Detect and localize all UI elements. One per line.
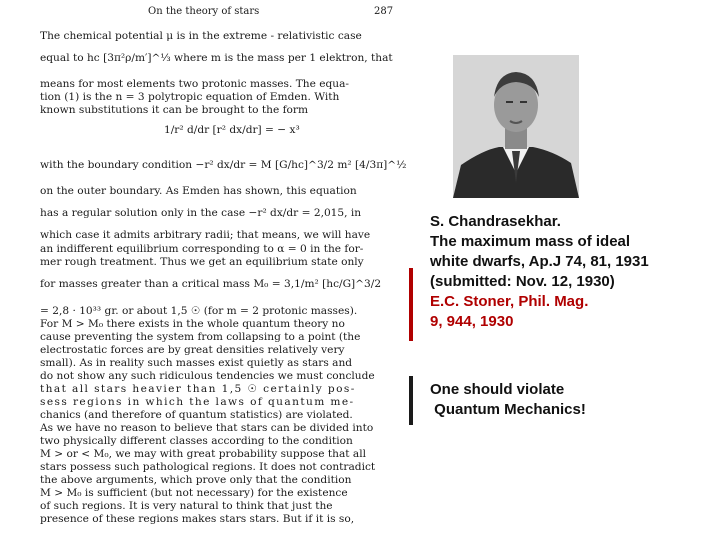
citation-line-red: E.C. Stoner, Phil. Mag. [430,293,589,310]
paper-line: two physically different classes according to the condition [40,435,353,447]
citation-author: S. Chandrasekhar. [430,213,561,230]
paper-line: The chemical potential μ is in the extreme - relativistic case [40,30,362,42]
paper-line: known substitutions it can be brought to the form [40,104,309,116]
paper-line: For M > M₀ there exists in the whole quantum theory no [40,318,345,330]
paper-line: = 2,8 · 10³³ gr. or about 1,5 ☉ (for m = 2 protonic masses). [40,305,358,317]
portrait-photo [453,55,579,198]
paper-line: an indifferent equilibrium corresponding to α = 0 in the for- [40,243,364,255]
paper-line: equal to hc [3π²ρ/m′]^⅓ where m is the mass per 1 elektron, that [40,52,393,64]
page-number: 287 [374,6,394,17]
paper-line: electrostatic forces are by great densities relatively very [40,344,345,356]
paper-line-spaced: that all stars heavier than 1,5 ☉ certainly pos- [40,383,356,395]
citation-line-red: 9, 944, 1930 [430,313,514,330]
scanned-paper-page [36,0,407,540]
paper-line: tion (1) is the n = 3 polytropic equation of Emden. With [40,91,340,103]
paper-line: stars possess such pathological regions. It does not contradict [40,461,376,473]
citation-line: (submitted: Nov. 12, 1930) [430,273,615,290]
citation-line: white dwarfs, Ap.J 74, 81, 1931 [430,253,649,270]
citation-block [430,212,649,332]
citation-line: The maximum mass of ideal [430,233,631,250]
paper-line: means for most elements two protonic masses. The equa- [40,78,350,90]
paper-line: cause preventing the system from collapsing to a point (the [40,331,361,343]
paper-line: the above arguments, which prove only that the condition [40,474,352,486]
paper-line: do not show any such ridiculous tendencies we must conclude [40,370,375,382]
paper-line: with the boundary condition −r² dx/dr = M [G/hc]^3/2 m² [4/3π]^½ [40,159,407,171]
paper-line: M > M₀ is sufficient (but not necessary) for the existence [40,487,348,499]
paper-line: has a regular solution only in the case −r² dx/dr = 2,015, in [40,207,362,219]
paper-line-spaced: sess regions in which the laws of quantum me- [40,396,355,408]
paper-line: As we have no reason to believe that stars can be divided into [40,422,374,434]
paper-line: on the outer boundary. As Emden has shown, this equation [40,185,357,197]
paper-line: of such regions. It is very natural to think that just the [40,500,333,512]
red-accent-bar [409,268,413,341]
paper-line: which case it admits arbitrary radii; that means, we will have [40,229,371,241]
paper-line: chanics (and therefore of quantum statistics) are violated. [40,409,353,421]
remark-line: One should violate [430,381,565,398]
paper-line: mer rough treatment. Thus we get an equilibrium state only [40,256,364,268]
paper-line: presence of these regions makes stars stars. But if it is so, [40,513,355,525]
remark-line: Quantum Mechanics! [430,401,586,418]
black-accent-bar [409,376,413,425]
running-header-title: On the theory of stars [148,6,260,17]
paper-line: small). As in reality such masses exist quietly as stars and [40,357,353,369]
equation-line: 1/r² d/dr [r² dx/dr] = − x³ [164,124,300,136]
paper-line: for masses greater than a critical mass M₀ = 3,1/m² [hc/G]^3/2 [40,278,382,290]
paper-line: M > or < M₀, we may with great probability suppose that all [40,448,366,460]
remark-block [430,380,586,420]
